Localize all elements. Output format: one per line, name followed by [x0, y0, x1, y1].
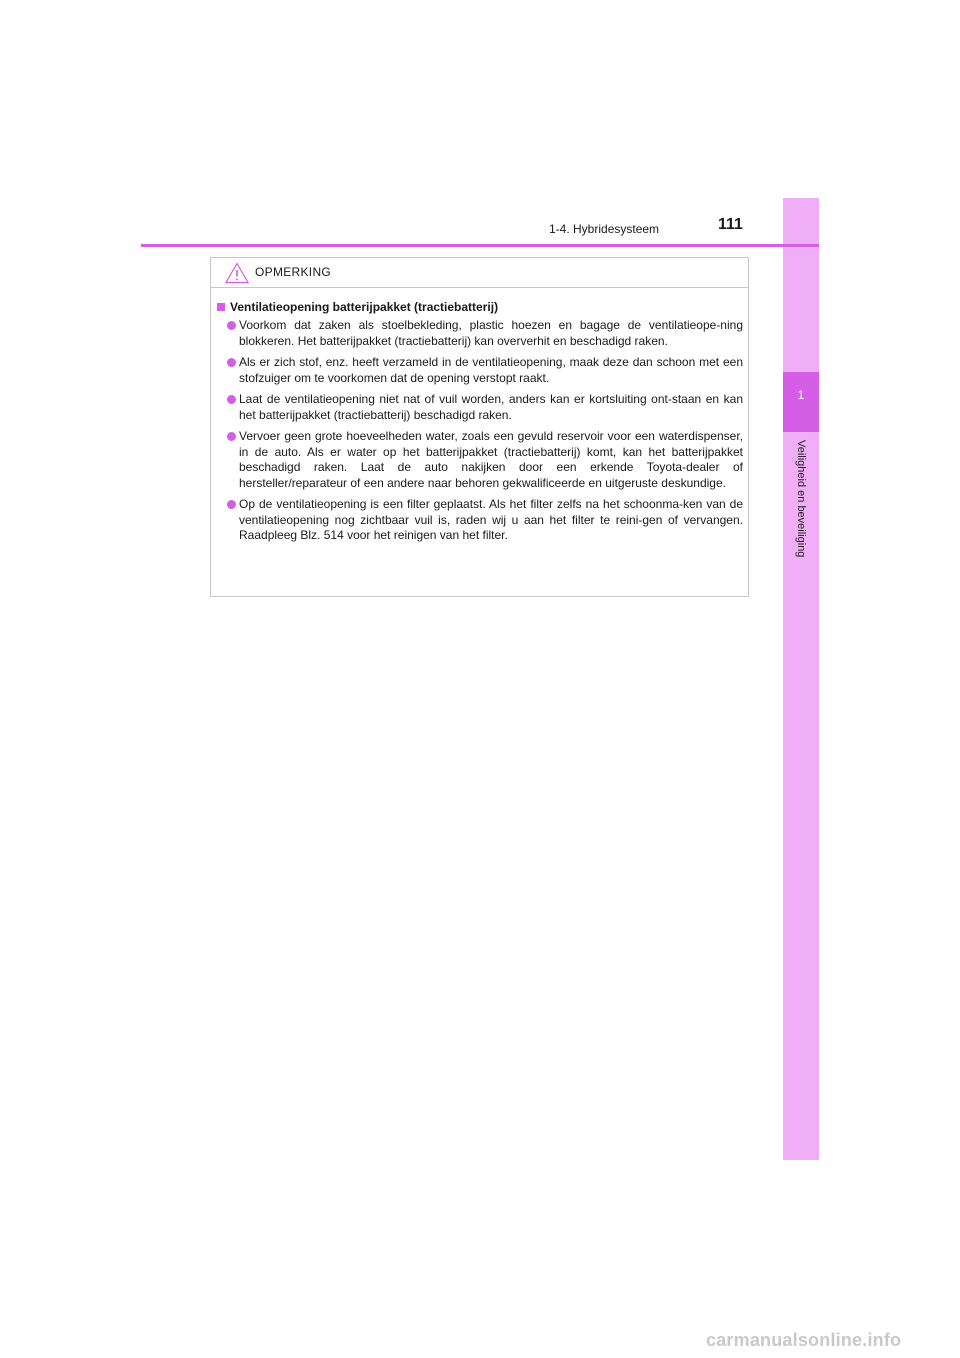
list-item-text: Laat de ventilatieopening niet nat of vuil worden, anders kan er kortsluiting ont-staan en kan het batterijpakket (tractiebatterij) beschadigd raken.: [239, 392, 743, 422]
watermark-link[interactable]: carmanualsonline.info: [706, 1330, 902, 1350]
note-header: [211, 258, 748, 288]
note-subheading: [217, 298, 743, 316]
header-rule: [141, 244, 819, 247]
list-item-text: Vervoer geen grote hoeveelheden water, zoals een gevuld reservoir voor een waterdispenser, in de auto. Als er water op het batterijpakket (tractiebatterij) komt, kan het batterijpakket beschadigd raken. Laat de auto nakijken door een erkende Toyota-dealer of hersteller/reparateur of een andere naar behoren gekwalificeerde en uitgeruste deskundige.: [239, 429, 743, 490]
note-box: [210, 257, 749, 597]
round-bullet-icon: [227, 500, 236, 509]
list-item: [217, 497, 743, 544]
round-bullet-icon: [227, 395, 236, 404]
list-item: [217, 392, 743, 423]
chapter-side-tab: [783, 198, 819, 1160]
round-bullet-icon: [227, 432, 236, 441]
note-content: [217, 298, 743, 550]
chapter-number: 1: [797, 388, 805, 402]
chapter-title: Veiligheid en beveiliging: [795, 440, 807, 558]
warning-triangle-icon: [225, 262, 249, 284]
square-bullet-icon: [217, 303, 225, 311]
list-item: [217, 355, 743, 386]
round-bullet-icon: [227, 358, 236, 367]
list-item: [217, 429, 743, 491]
list-item-text: Voorkom dat zaken als stoelbekleding, plastic hoezen en bagage de ventilatieope-ning blokkeren. Het batterijpakket (tractiebatterij) kan oververhit en beschadigd raken.: [239, 318, 743, 348]
chapter-number-tab: [783, 372, 819, 432]
note-title: OPMERKING: [255, 265, 332, 279]
page-number: 111: [718, 216, 743, 233]
section-title: 1-4. Hybridesysteem: [549, 222, 660, 236]
list-item-text: Op de ventilatieopening is een filter geplaatst. Als het filter zelfs na het schoonma-ken van de ventilatieopening nog zichtbaar vuil is, raden wij u aan het filter te reini-gen of vervangen. Raadpleeg Blz. 514 voor het reinigen van het filter.: [239, 497, 743, 542]
list-item-text: Als er zich stof, enz. heeft verzameld in de ventilatieopening, maak deze dan schoon met een stofzuiger om te voorkomen dat de opening verstopt raakt.: [239, 355, 743, 385]
list-item: [217, 318, 743, 349]
note-bullet-list: [217, 318, 743, 544]
round-bullet-icon: [227, 321, 236, 330]
note-subheading-text: Ventilatieopening batterijpakket (tractiebatterij): [230, 300, 499, 314]
